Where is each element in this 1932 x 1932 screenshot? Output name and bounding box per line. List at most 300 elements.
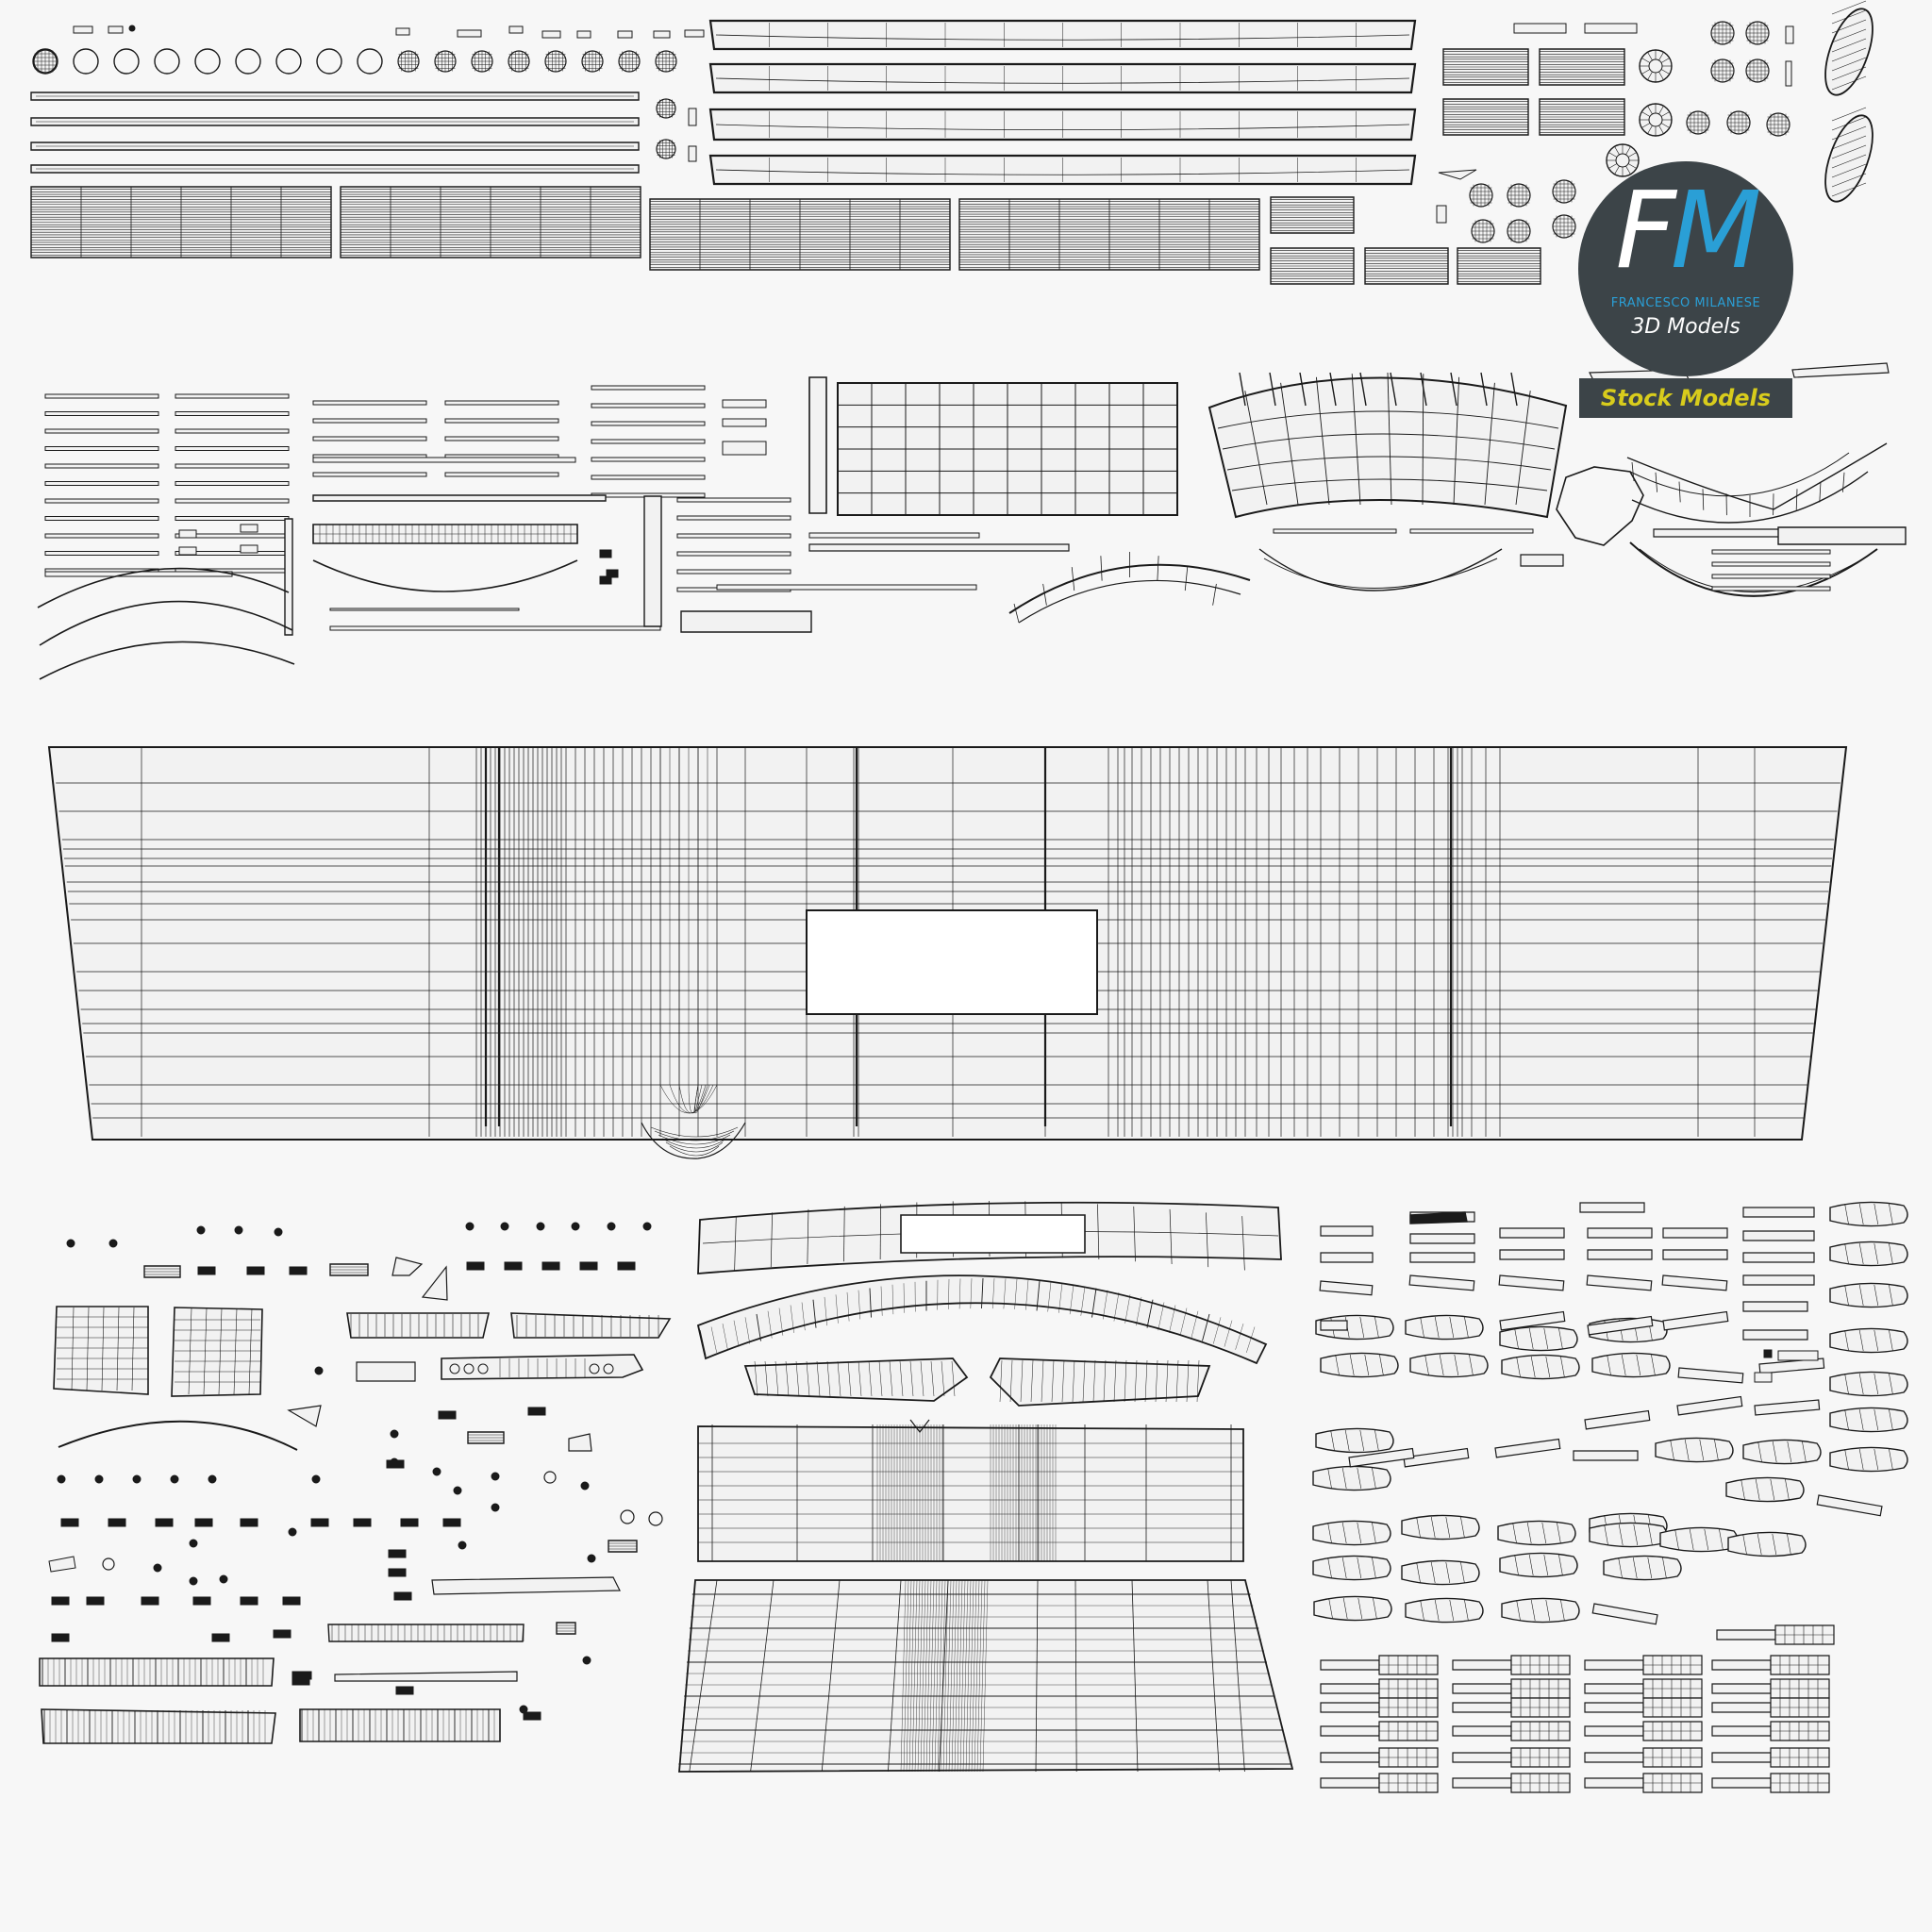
uv-ring xyxy=(649,1512,662,1525)
uv-clip xyxy=(1588,1228,1652,1238)
uv-clip-pod xyxy=(1498,1521,1575,1544)
uv-connector xyxy=(1712,1684,1771,1693)
uv-clip-pod xyxy=(1500,1553,1577,1576)
uv-clip xyxy=(1574,1451,1638,1460)
uv-small-shell xyxy=(389,1569,406,1576)
uv-small-shell xyxy=(289,1406,321,1426)
uv-bar xyxy=(175,464,289,468)
uv-small-shell xyxy=(423,1267,447,1300)
uv-grid-line xyxy=(1185,567,1188,591)
uv-ring xyxy=(103,1558,114,1570)
uv-clip xyxy=(1592,1604,1657,1624)
uv-small-shell xyxy=(61,1519,78,1526)
uv-arc xyxy=(313,560,577,591)
uv-dot xyxy=(275,1228,282,1236)
uv-bar xyxy=(45,447,158,451)
uv-small-shell xyxy=(49,1557,75,1572)
uv-small-shell xyxy=(354,1519,371,1526)
uv-dot xyxy=(190,1577,197,1585)
uv-clip xyxy=(1743,1302,1807,1311)
uv-clip xyxy=(1410,1234,1474,1243)
uv-connector xyxy=(1321,1753,1379,1762)
uv-small-shell xyxy=(542,1262,559,1270)
uv-connector xyxy=(1321,1778,1379,1788)
uv-bar xyxy=(445,401,558,405)
uv-small-shell xyxy=(401,1519,418,1526)
uv-dot xyxy=(289,1528,296,1536)
uv-dot xyxy=(537,1223,544,1230)
uv-small-shell xyxy=(392,1257,422,1275)
uv-bar xyxy=(1792,363,1889,377)
uv-grid-line xyxy=(1796,489,1797,509)
uv-bar xyxy=(175,517,289,521)
uv-clip-pod xyxy=(1830,1447,1907,1471)
uv-dot xyxy=(643,1223,651,1230)
uv-connector xyxy=(1321,1684,1379,1693)
uv-clip xyxy=(1321,1253,1373,1262)
uv-bar xyxy=(591,458,705,461)
uv-bar xyxy=(45,552,158,556)
uv-bar xyxy=(591,404,705,408)
uv-small-shell xyxy=(387,1460,404,1468)
uv-clip xyxy=(1500,1228,1564,1238)
uv-bar xyxy=(1712,587,1830,591)
uv-bar xyxy=(677,498,791,502)
uv-bar xyxy=(677,570,791,574)
uv-clip xyxy=(1817,1495,1882,1516)
uv-connector xyxy=(1453,1660,1511,1670)
uv-connector xyxy=(1453,1753,1511,1762)
uv-small-shell xyxy=(1786,26,1793,43)
uv-bar xyxy=(591,422,705,425)
uv-clip-pod xyxy=(1313,1466,1391,1490)
uv-small-shell xyxy=(193,1597,210,1605)
uv-connector xyxy=(1321,1703,1379,1712)
uv-clip xyxy=(1410,1253,1474,1262)
uv-clip-pod xyxy=(1313,1521,1391,1544)
uv-small-shell xyxy=(458,30,481,37)
uv-arc xyxy=(1640,549,1870,592)
uv-small-shell xyxy=(1514,24,1566,33)
uv-connector xyxy=(1585,1753,1643,1762)
uv-small-shell xyxy=(357,1362,415,1381)
uv-small-shell xyxy=(577,31,591,38)
uv-connector xyxy=(1585,1684,1643,1693)
uv-arched-strip xyxy=(698,1275,1266,1363)
uv-clip-pod xyxy=(1313,1556,1391,1579)
uv-bar xyxy=(313,495,606,501)
uv-small-shell xyxy=(569,1434,591,1451)
uv-dot xyxy=(608,1223,615,1230)
uv-bar xyxy=(313,473,426,476)
uv-bottom-strip xyxy=(42,1709,275,1743)
uv-connector xyxy=(1712,1660,1771,1670)
uv-dot xyxy=(491,1504,499,1511)
uv-bar xyxy=(335,1672,517,1681)
uv-bar xyxy=(175,394,289,398)
uv-small-shell xyxy=(723,419,766,426)
uv-grid-line xyxy=(1043,584,1047,606)
uv-small-shell xyxy=(292,1672,309,1685)
uv-bar xyxy=(45,394,158,398)
uv-small-shell xyxy=(600,550,611,558)
uv-clip xyxy=(1580,1203,1644,1212)
uv-bar xyxy=(809,544,1069,551)
uv-small-shell xyxy=(108,26,123,33)
uv-clip-pod xyxy=(1592,1353,1670,1376)
uv-clip xyxy=(1743,1231,1814,1241)
uv-clip xyxy=(1743,1275,1814,1285)
uv-small-shell xyxy=(396,28,409,35)
uv-small-shell xyxy=(1437,206,1446,223)
fm-logo-badge xyxy=(1578,161,1793,376)
uv-clip-pod xyxy=(1726,1477,1804,1501)
uv-bar xyxy=(591,440,705,443)
uv-small-shell xyxy=(195,1519,212,1526)
uv-connector xyxy=(1453,1726,1511,1736)
uv-clip-pod xyxy=(1604,1556,1681,1579)
uv-dip-line xyxy=(670,1146,719,1156)
uv-clip xyxy=(1321,1226,1373,1236)
uv-bar xyxy=(45,534,158,538)
uv-bar xyxy=(175,429,289,433)
uv-dot xyxy=(466,1223,474,1230)
uv-clip xyxy=(1500,1250,1564,1259)
uv-bar xyxy=(677,534,791,538)
uv-pod xyxy=(1816,109,1882,208)
uv-small-shell xyxy=(600,576,611,584)
uv-small-shell xyxy=(394,1592,411,1600)
uv-small-shell xyxy=(1786,61,1791,86)
uv-clip-pod xyxy=(1830,1202,1907,1225)
uv-connector xyxy=(1717,1630,1775,1640)
uv-clip xyxy=(1663,1312,1728,1330)
uv-small-shell xyxy=(142,1597,158,1605)
uv-window-cutout xyxy=(807,910,1097,1014)
uv-bar xyxy=(45,412,158,416)
uv-small-shell xyxy=(212,1634,229,1641)
uv-vertical-strip xyxy=(809,377,826,513)
uv-clip xyxy=(1755,1400,1820,1415)
uv-small-shell xyxy=(1439,170,1476,179)
uv-connector xyxy=(1321,1660,1379,1670)
uv-small-shell xyxy=(443,1519,460,1526)
uv-small-shell xyxy=(241,1597,258,1605)
uv-clip-pod xyxy=(1402,1560,1479,1584)
uv-bar xyxy=(175,499,289,503)
uv-clip xyxy=(1743,1208,1814,1217)
uv-bar xyxy=(45,429,158,433)
uv-connector xyxy=(1453,1778,1511,1788)
uv-ring xyxy=(621,1510,634,1524)
fm-logo-mark: FM xyxy=(1615,170,1757,292)
uv-clip-pod xyxy=(1830,1407,1907,1431)
uv-small-shell xyxy=(542,31,560,38)
uv-dot xyxy=(235,1226,242,1234)
uv-bar xyxy=(677,516,791,520)
uv-clip-pod xyxy=(1590,1523,1667,1546)
uv-dot xyxy=(583,1657,591,1664)
uv-mid-panel xyxy=(698,1426,1243,1561)
uv-connector xyxy=(1585,1778,1643,1788)
uv-bottom-panel xyxy=(679,1580,1292,1772)
uv-dot xyxy=(67,1240,75,1247)
uv-clip-pod xyxy=(1314,1596,1391,1620)
uv-arc xyxy=(1630,453,1849,496)
uv-bar xyxy=(313,437,426,441)
uv-bar xyxy=(175,447,289,451)
uv-clip-pod xyxy=(1660,1527,1738,1551)
uv-small-shell xyxy=(241,1519,258,1526)
uv-small-shell xyxy=(52,1597,69,1605)
uv-dot xyxy=(154,1564,161,1572)
uv-connector xyxy=(1712,1726,1771,1736)
uv-dot xyxy=(58,1475,65,1483)
uv-small-shell xyxy=(290,1267,307,1274)
uv-bar xyxy=(45,499,158,503)
uv-connector xyxy=(1453,1703,1511,1712)
uv-small-shell xyxy=(723,400,766,408)
uv-bar xyxy=(1274,529,1396,533)
uv-small-shell xyxy=(689,146,696,161)
uv-bar xyxy=(1712,575,1830,578)
uv-ring xyxy=(195,49,220,74)
uv-grid-line xyxy=(1842,473,1844,492)
uv-clip-pod xyxy=(1502,1355,1579,1378)
uv-clip xyxy=(1499,1275,1564,1291)
uv-dot xyxy=(433,1468,441,1475)
uv-bar xyxy=(313,401,426,405)
uv-bar xyxy=(175,482,289,486)
uv-small-shell xyxy=(179,530,196,538)
uv-dot xyxy=(129,25,135,31)
uv-small-shell xyxy=(681,611,811,632)
uv-small-shell xyxy=(396,1687,413,1694)
uv-clip-pod xyxy=(1830,1283,1907,1307)
uv-small-shell xyxy=(439,1411,456,1419)
uv-ring xyxy=(358,49,382,74)
uv-clip-pod xyxy=(1321,1353,1398,1376)
uv-ring xyxy=(155,49,179,74)
uv-connector xyxy=(1321,1726,1379,1736)
uv-dot xyxy=(588,1555,595,1562)
uv-bar xyxy=(677,552,791,556)
uv-arc xyxy=(40,602,292,645)
uv-small-shell xyxy=(524,1712,541,1720)
uv-small-shell xyxy=(509,26,523,33)
uv-small-shell xyxy=(179,547,196,555)
uv-small-shell xyxy=(74,26,92,33)
stock-models-banner: Stock Models xyxy=(1579,378,1792,418)
uv-ribbed-strip xyxy=(347,1313,489,1338)
uv-bar xyxy=(1410,529,1533,533)
uv-bar xyxy=(591,475,705,479)
uv-clip-pod xyxy=(1830,1328,1907,1352)
uv-small-shell xyxy=(618,1262,635,1270)
uv-small-shell xyxy=(1585,24,1637,33)
uv-grid-line xyxy=(1072,567,1074,591)
uv-grid-line xyxy=(1703,489,1704,509)
uv-dot xyxy=(95,1475,103,1483)
uv-small-shell xyxy=(274,1630,291,1638)
uv-clip xyxy=(1409,1275,1474,1291)
uv-bar xyxy=(45,482,158,486)
uv-ring xyxy=(74,49,98,74)
uv-small-shell xyxy=(467,1262,484,1270)
uv-dot xyxy=(454,1487,461,1494)
uv-vertical-strip xyxy=(285,519,292,635)
uv-small-shell xyxy=(241,545,258,553)
uv-dot xyxy=(208,1475,216,1483)
uv-clip xyxy=(1495,1440,1560,1457)
uv-grid-line xyxy=(1679,482,1680,503)
uv-ring xyxy=(114,49,139,74)
uv-bar xyxy=(1712,550,1830,554)
uv-small-shell xyxy=(311,1519,328,1526)
uv-dot xyxy=(572,1223,579,1230)
uv-connector xyxy=(1585,1660,1643,1670)
uv-small-shell xyxy=(389,1550,406,1557)
uv-bar xyxy=(445,437,558,441)
uv-clip xyxy=(1743,1330,1807,1340)
uv-small-shell xyxy=(283,1597,300,1605)
uv-grid-line xyxy=(1101,556,1102,580)
uv-small-shell xyxy=(108,1519,125,1526)
uv-small-shell xyxy=(1755,1373,1772,1382)
uv-vertical-strip xyxy=(644,496,661,626)
uv-clip xyxy=(1743,1253,1814,1262)
uv-clip-pod xyxy=(1743,1440,1821,1463)
uv-bar xyxy=(1712,562,1830,566)
uv-small-shell xyxy=(52,1634,69,1641)
uv-small-shell xyxy=(1764,1350,1772,1357)
uv-clip-pod xyxy=(1406,1315,1483,1339)
uv-dot xyxy=(491,1473,499,1480)
uv-arc xyxy=(1259,549,1502,591)
uv-small-shell xyxy=(87,1597,104,1605)
uv-clip xyxy=(1663,1250,1727,1259)
uv-small-shell xyxy=(528,1407,545,1415)
uv-bar xyxy=(432,1577,620,1594)
uv-dot xyxy=(133,1475,141,1483)
uv-bar xyxy=(313,458,575,462)
uv-connector xyxy=(1585,1703,1643,1712)
uv-clip-pod xyxy=(1316,1428,1393,1452)
uv-clip-pod xyxy=(1830,1241,1907,1265)
uv-bar xyxy=(45,517,158,521)
uv-bottom-strip xyxy=(40,1658,274,1686)
uv-dot xyxy=(171,1475,178,1483)
uv-pod xyxy=(1816,3,1882,101)
logo-author: FRANCESCO MILANESE xyxy=(1610,296,1761,310)
uv-small-shell xyxy=(654,31,670,38)
uv-bar xyxy=(313,419,426,423)
uv-cutout xyxy=(901,1215,1085,1253)
uv-bottom-strip xyxy=(328,1624,524,1641)
uv-octagon xyxy=(1557,467,1643,545)
uv-small-shell xyxy=(505,1262,522,1270)
uv-small-shell xyxy=(1778,527,1906,544)
uv-clip xyxy=(1677,1397,1742,1415)
uv-dot xyxy=(581,1482,589,1490)
uv-clip-pod xyxy=(1656,1438,1733,1461)
uv-ring xyxy=(317,49,341,74)
uv-clip-pod xyxy=(1500,1326,1577,1350)
uv-clip xyxy=(1662,1275,1727,1291)
uv-arc xyxy=(40,641,294,679)
uv-dot xyxy=(220,1575,227,1583)
uv-ring xyxy=(544,1472,556,1483)
uv-clip-pod xyxy=(1402,1515,1479,1539)
uv-small-shell xyxy=(198,1267,215,1274)
uv-dot xyxy=(501,1223,508,1230)
uv-clip-pod xyxy=(1728,1532,1806,1556)
uv-small-shell xyxy=(247,1267,264,1274)
uv-bar xyxy=(809,533,979,538)
uv-clip xyxy=(1588,1250,1652,1259)
uv-small-shell xyxy=(580,1262,597,1270)
uv-dot xyxy=(458,1541,466,1549)
uv-connector xyxy=(1453,1684,1511,1693)
uv-small-shell xyxy=(241,525,258,532)
uv-ring xyxy=(276,49,301,74)
uv-connector xyxy=(1712,1778,1771,1788)
uv-ring xyxy=(236,49,260,74)
uv-bar xyxy=(445,473,558,476)
uv-grid-line xyxy=(1820,482,1821,503)
uv-small-shell xyxy=(1521,555,1563,566)
uv-connector xyxy=(1712,1753,1771,1762)
uv-clip xyxy=(1585,1411,1650,1429)
uv-small-shell xyxy=(1778,1351,1818,1360)
uv-bar xyxy=(45,464,158,468)
uv-dot xyxy=(391,1430,398,1438)
uv-grid-shell xyxy=(172,1307,262,1396)
uv-arc xyxy=(58,1422,297,1450)
uv-dot xyxy=(190,1540,197,1547)
uv-ribbed-strip xyxy=(511,1313,670,1338)
uv-bar xyxy=(175,412,289,416)
uv-small-shell xyxy=(618,31,632,38)
uv-clip xyxy=(1587,1275,1652,1291)
uv-bar xyxy=(445,419,558,423)
logo-subtitle: 3D Models xyxy=(1631,315,1740,339)
uv-clip-pod xyxy=(1502,1598,1579,1622)
uv-clip xyxy=(1320,1281,1373,1295)
uv-arc xyxy=(1019,580,1241,623)
uv-small-shell xyxy=(689,108,696,125)
uv-bar xyxy=(717,585,976,590)
uv-small-shell xyxy=(723,441,766,455)
uv-clip-pod xyxy=(1830,1372,1907,1395)
uv-clip xyxy=(1321,1321,1347,1330)
uv-clip-pod xyxy=(1410,1353,1488,1376)
uv-connector xyxy=(1712,1703,1771,1712)
uv-dot xyxy=(312,1475,320,1483)
uv-bar xyxy=(330,608,519,610)
uv-dot xyxy=(315,1367,323,1374)
uv-dot xyxy=(197,1226,205,1234)
uv-clip xyxy=(1663,1228,1727,1238)
uv-bar xyxy=(591,386,705,390)
uv-curved-grid xyxy=(1209,377,1566,517)
uv-dot xyxy=(109,1240,117,1247)
uv-clip-pod xyxy=(1406,1598,1483,1622)
uv-clip xyxy=(1678,1368,1743,1383)
uv-connector xyxy=(1585,1726,1643,1736)
uv-small-shell xyxy=(685,30,704,37)
uv-bar xyxy=(330,626,660,630)
